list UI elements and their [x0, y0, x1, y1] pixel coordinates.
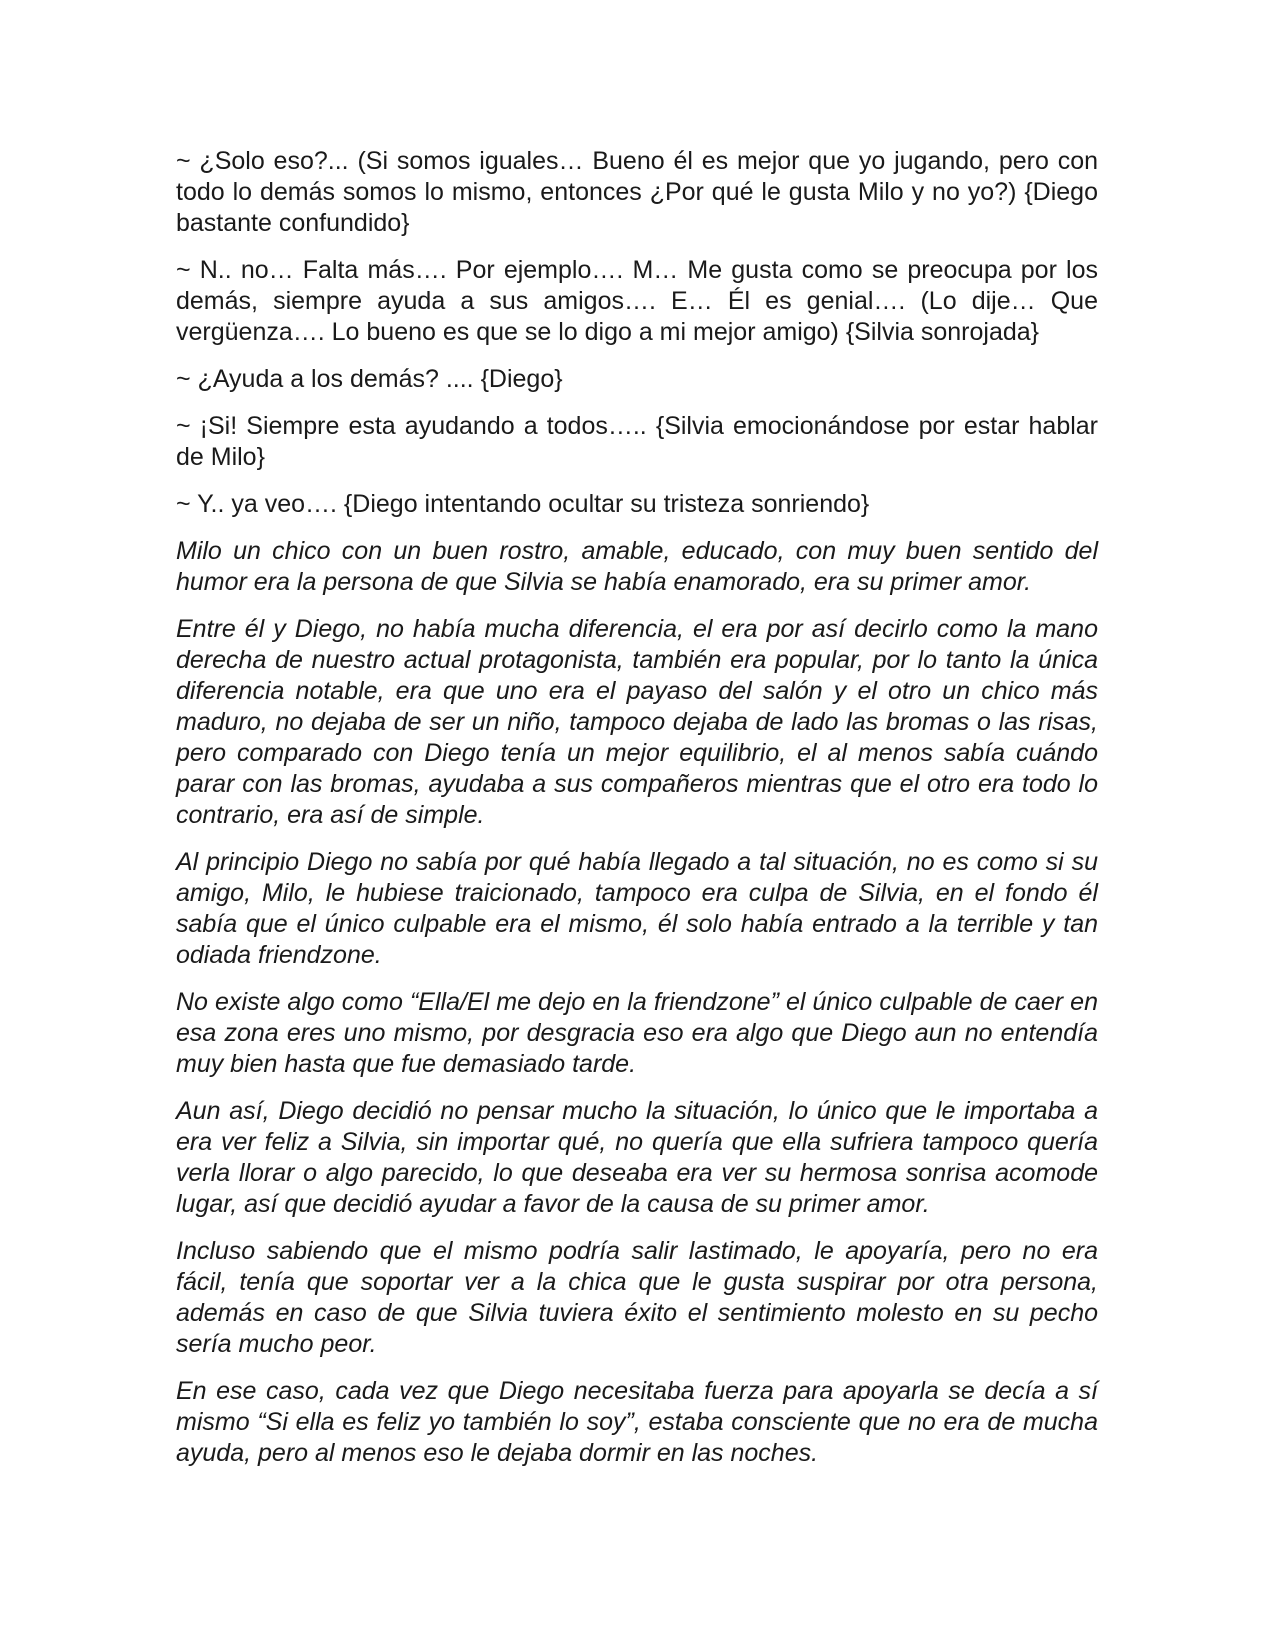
dialogue-paragraph: ~ ¿Solo eso?... (Si somos iguales… Bueno él es mejor que yo jugando, pero con todo lo demás somos lo mismo, entonces ¿Por qué le gusta Milo y no yo?) {Diego bastante confundido} [176, 147, 1098, 237]
narration-paragraph: Aun así, Diego decidió no pensar mucho la situación, lo único que le importaba a era ver feliz a Silvia, sin importar qué, no quería que ella sufriera tampoco quería verla llorar o algo parecido, lo que deseaba era ver su hermosa sonrisa acomode lugar, así que decidió ayudar a favor de la causa de su primer amor. [176, 1097, 1098, 1218]
narration-paragraph: Entre él y Diego, no había mucha diferencia, el era por así decirlo como la mano derecha de nuestro actual protagonista, también era popular, por lo tanto la única diferencia notable, era que uno era el payaso del salón y el otro un chico más maduro, no dejaba de ser un niño, tampoco dejaba de lado las bromas o las risas, pero comparado con Diego tenía un mejor equilibrio, el al menos sabía cuándo parar con las bromas, ayudaba a sus compañeros mientras que el otro era todo lo contrario, era así de simple. [176, 615, 1098, 829]
narration-paragraph: No existe algo como “Ella/El me dejo en la friendzone” el único culpable de caer en esa zona eres uno mismo, por desgracia eso era algo que Diego aun no entendía muy bien hasta que fue demasiado tarde. [176, 988, 1098, 1078]
narration-paragraph: En ese caso, cada vez que Diego necesitaba fuerza para apoyarla se decía a sí mismo “Si ella es feliz yo también lo soy”, estaba consciente que no era de mucha ayuda, pero al menos eso le dejaba dormir en las noches. [176, 1377, 1098, 1467]
narration-paragraph: Al principio Diego no sabía por qué había llegado a tal situación, no es como si su amigo, Milo, le hubiese traicionado, tampoco era culpa de Silvia, en el fondo él sabía que el único culpable era el mismo, él solo había entrado a la terrible y tan odiada friendzone. [176, 848, 1098, 969]
document-page [176, 146, 1098, 1485]
narration-paragraph: Milo un chico con un buen rostro, amable, educado, con muy buen sentido del humor era la persona de que Silvia se había enamorado, era su primer amor. [176, 537, 1098, 596]
dialogue-paragraph: ~ ¡Si! Siempre esta ayudando a todos….. {Silvia emocionándose por estar hablar de Milo} [176, 412, 1098, 471]
dialogue-paragraph: ~ ¿Ayuda a los demás? .... {Diego} [176, 365, 563, 393]
narration-paragraph: Incluso sabiendo que el mismo podría salir lastimado, le apoyaría, pero no era fácil, tenía que soportar ver a la chica que le gusta suspirar por otra persona, además en caso de que Silvia tuviera éxito el sentimiento molesto en su pecho sería mucho peor. [176, 1237, 1098, 1358]
dialogue-paragraph: ~ N.. no… Falta más…. Por ejemplo…. M… Me gusta como se preocupa por los demás, siempre ayuda a sus amigos…. E… Él es genial…. (Lo dije… Que vergüenza…. Lo bueno es que se lo digo a mi mejor amigo) {Silvia sonrojada} [176, 256, 1098, 346]
dialogue-paragraph: ~ Y.. ya veo…. {Diego intentando ocultar su tristeza sonriendo} [176, 490, 870, 518]
